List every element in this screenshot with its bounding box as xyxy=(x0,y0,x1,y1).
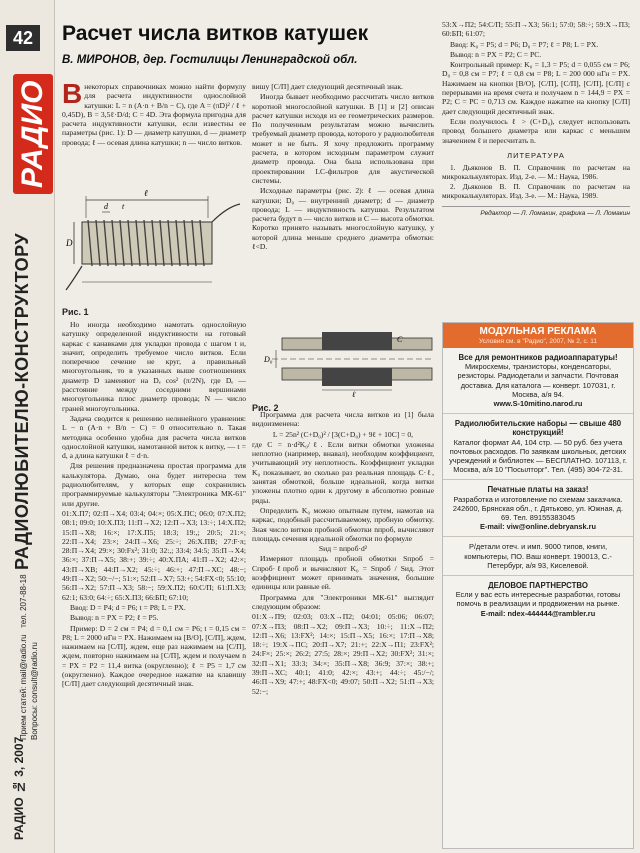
example: Контрольный пример: K₀ = 1,3 = P5; d = 0,055 см = P6; D₀ = 0,8 см = P7; ℓ = 0,8 см = P8; L = 200 000 нГн = PX. Нажимаем на кнопки [В/О], [С/П], [С/П], [С/П], [С/П] с перерывами на время счета и получаем n = 144,9 = PX = P2; С = PC = 0,713 см. Каждое нажатие на кнопку [С/П] дает следующий десятичный знак. xyxy=(442,60,630,116)
ad-contact-link[interactable]: E-mail: ndex-444444@rambler.ru xyxy=(480,608,596,618)
ad-contact-link[interactable]: www.S-10mitino.narod.ru xyxy=(493,399,583,409)
ad-body: Каталог формат А4, 104 стр. — 50 руб. без учета почтовых расходов. По заявкам школьных, детских учреждений и библиотек — БЕСПЛАТНО. 107113, г. Москва, а/я 10 "Посылторг". Тел. (495) 304-72-31. xyxy=(449,437,627,475)
intro-text: некоторых справочниках можно найти формулу для расчета индуктивности однослойной катушки: L = n (A·n + B/n − C), где A = (πD)² / ℓ + 0,45D), B = 3,5ℓ·D/d; C = 4D. Эта формула пригодна для расчета индуктивности катушки, если известны ее параметры (рис. 1): D — диаметр катушки, d — диаметр провода; ℓ — осевая длина катушки; n — число витков. xyxy=(62,82,246,147)
paragraph: где С = n·d²K₀/ℓ. Если витки обмотки уложены неплотно (например, внавал), необходим коэффициент, учитывающий эту неплотность. Коэффициент укладки K₀ показывает, во сколько раз реальная площадь С·ℓ, занятая обмоткой, больше идеальной, когда витки уложены плотно один к другому в абсолютно ровные ряды. xyxy=(252,439,434,505)
paragraph: вишу [С/П] дает следующий десятичный знак. xyxy=(252,82,403,91)
ad-body: Разработка и изготовление по схемам заказчика. 242600, Брянская обл., г. Дятьково, ул. Южная, д. 69. Тел. 89155383045 xyxy=(452,494,624,523)
magazine-sidebar xyxy=(0,0,55,853)
paragraph: Исходные параметры (рис. 2): ℓ — осевая длина катушки; D₀ — внутренний диаметр; d — диаметр провода; L — индуктивность катушки. Результатом расчета будут n — число витков и С — высота обмотки. Коротко принято называть многослойную катушку, у которой длина меньше среднего диаметра обмотки: ℓ<D. xyxy=(252,186,434,252)
article-title: Расчет числа витков катушек xyxy=(62,22,369,45)
program-listing: 53:Х→П2; 54:С/П; 55:П→Х3; 56:1; 57:0; 58:÷; 59:Х→П3; 60:БП; 61:07; xyxy=(442,20,630,39)
issue-label: РАДИО № 3, 2007 xyxy=(12,736,26,840)
ads-subheader: Условия см. в "Радио", 2007, № 2, с. 11 xyxy=(443,338,633,348)
literature-item: 2. Дьяконов В. П. Справочник по расчетам на микрокалькуляторах. Изд. 3-е. — М.: Наука, 1989. xyxy=(442,182,630,201)
ad-item xyxy=(443,414,633,480)
radio-logo: РАДИО xyxy=(13,74,53,194)
ad-body: Микросхемы, транзисторы, конденсаторы, резисторы. Радиодетали и запчасти. Почтовая доставка. Для каталога — конверт. 107031, г. Москва, а/я 94. xyxy=(457,362,619,399)
output-spec: Вывод: n = PX = P2; ℓ = P5. xyxy=(70,613,159,623)
column-2-body xyxy=(252,410,434,850)
ad-item xyxy=(443,480,633,537)
svg-text:t: t xyxy=(122,202,125,211)
literature-item: 1. Дьяконов В. П. Справочник по расчетам на микрокалькуляторах. Изд. 2-е. — М.: Наука, 1986. xyxy=(442,163,630,182)
figure-1 xyxy=(62,182,246,318)
example: Пример: D = 2 см = P4; d = 0,1 см = P6; t = 0,15 см = P8; L = 2000 нГн = PX. Нажимаем на [В/О], [С/П], ждем, нажимаем на [С/П], ждем, еще раз нажимаем на [С/П], ждем, повторно нажимаем на [С/П], ждем и получаем n = PX = P2 = 11,4 витка (округленно); ℓ = P5 = 1,7 см (округленно). Каждое очередное нажатие на клавишу [С/П] дает следующий десятичный знак. xyxy=(62,623,246,689)
paragraph: Иногда бывает необходимо рассчитать число витков коротной многослойной катушки. В [1] и [2] описан расчет катушки исходя из ее геометрических размеров. По полученным результатам можно вычислить требуемый диаметр провода, которого у радиолюбителя может и не быть. Я хочу предложить программу расчета, в котором исходным параметром служит диаметр провода. Она была использована при проектировании LC-фильтров для акустической системы. xyxy=(252,92,434,185)
svg-text:D₀: D₀ xyxy=(264,355,273,364)
credits: Редактор — Л. Ломакин, графика — Л. Ломакин xyxy=(442,206,630,218)
ad-item xyxy=(443,348,633,414)
literature-title: ЛИТЕРАТУРА xyxy=(507,150,565,160)
paragraph: Программа для "Электроники МК-61" выглядит следующим образом: xyxy=(252,592,434,611)
svg-text:ℓ: ℓ xyxy=(352,390,356,398)
svg-text:d: d xyxy=(104,202,108,211)
figure-2-caption: Рис. 2 xyxy=(252,403,279,413)
ad-item xyxy=(443,576,633,623)
ad-item xyxy=(443,537,633,576)
figure-1-caption: Рис. 1 xyxy=(62,307,89,317)
svg-text:C: C xyxy=(397,335,403,344)
ad-title: ДЕЛОВОЕ ПАРТНЕРСТВО xyxy=(488,581,588,591)
ad-body: Р/детали отеч. и имп. 9000 типов, книги, компьютеры, ПО. Ваш конверт. 190013, С.-Петербург, а/я 93, Киселевой. xyxy=(464,542,612,570)
ad-title: Все для ремонтников радиоаппаратуры! xyxy=(458,353,618,362)
input-spec: Ввод: K₀ = P5; d = P6; D₀ = P7; ℓ = P8; L = PX. xyxy=(450,39,599,49)
input-spec: Ввод: D = P4; d = P6; t = P8; L = PX. xyxy=(70,602,186,612)
section-title: РАДИОЛЮБИТЕЛЮ-КОНСТРУКТОРУ xyxy=(12,232,32,570)
column-3-top xyxy=(442,20,630,218)
paragraph: Но иногда необходимо намотать однослойную катушку определенной индуктивности на готовый каркас с канавками для укладки провода с шагом t и, значит, определить требуемое число витков. Если поперечное сечение не круг, а правильный многоугольник, то в указанных выше соотношениях диаметр D заменяют на Dₑ cos² (π/2N), где Dₑ — расстояние между соседними вершинами многоугольника плюс диаметр провода; N — число граней многоугольника. xyxy=(62,320,246,413)
dropcap: В xyxy=(62,78,83,109)
formula: Sид = nпроб·d² xyxy=(318,544,368,554)
coil-diagram-2 xyxy=(252,328,434,398)
ad-contact-link[interactable]: E-mail: viw@online.debryansk.ru xyxy=(479,522,597,532)
figure-2 xyxy=(252,328,434,413)
ads-block xyxy=(442,322,634,849)
paragraph: Программа для расчета числа витков из [1] была видоизменена: xyxy=(252,410,434,429)
paragraph: Задача сводится к решению нелинейного уравнения: L − n (A·n + B/n − C) = 0 относительно n. Такая методика особенно удобна для расчета числа витков однослойной катушки, намотанной виток к витку, — t = d, а длина катушки ℓ = d·n. xyxy=(62,413,246,461)
article-author: В. МИРОНОВ, дер. Гостилицы Ленинградской обл. xyxy=(62,54,358,66)
column-1-body xyxy=(62,320,246,850)
output-spec: Вывод: n = PX = P2; С = PC. xyxy=(450,49,542,59)
ad-title: Радиолюбительские наборы — свыше 480 конструкций! xyxy=(454,419,622,438)
ad-body: Если у вас есть интересные разработки, готовы помочь в реализации и продвижении на рынке. xyxy=(455,590,621,609)
paragraph: Определить K₀ можно опытным путем, намотав на каркас, подобный рассчитываемому, пробную обмотку. Зная число витков пробной обмотки nпроб, вычисляют площадь сечения идеальной обмотки по формуле xyxy=(252,505,434,543)
svg-text:ℓ: ℓ xyxy=(144,188,148,198)
ad-title: Печатные платы на заказ! xyxy=(487,485,589,495)
svg-text:D: D xyxy=(66,238,73,248)
program-listing: 01:Х→П9; 02:03; 03:Х→П2; 04:01; 05:06; 06:07; 07:Х→П3; 08:П→Х2; 09:П→Х3; 10:÷; 11:Х→П2; 12:П→Х6; 13:FX²; 14:×; 15:П→Х5; 16:×; 17:П→Х8; 18:÷; 19:Х→ПС; 20:П→Х7; 21:+; 22:Х→П1; 23:FX²; 24:F×; 25:×; 26:2; 27:5; 28:×; 29:П→Х2; 30:FX²; 31:×; 32:П→Х1; 33:3; 34:×; 35:П→Х8; 36:9; 37:×; 38:+; 39:П→ХС; 40:1; 41:0; 42:×; 43:+; 44:÷; 45:/−/; 46:П→Х9; 47:+; 48:FX<0; 49:07; 50:П→Х2; 51:П→Х3; 52:−; xyxy=(252,612,434,696)
paragraph: Для решения предназначена простая программа для калькулятора. Думаю, она будет интересна тем радиолюбителям, у которых еще сохранились программируемые калькуляторы "Электроника МК-61" или другие. xyxy=(62,461,246,508)
page-number: 42 xyxy=(6,25,40,51)
paragraph: Измеряют площадь пробной обмотки Sпроб = Cпроб·ℓпроб и вычисляют K₀ = Sпроб / Sид. Этот коэффициент может принимать значения, большие единицы или равные ей. xyxy=(252,554,434,592)
intro-paragraph xyxy=(62,78,246,147)
formula: L = 25n² (C+D₀)² / [3(C+D₀) + 9ℓ + 10C] = 0, xyxy=(272,429,414,439)
paragraph: Если получилось ℓ > (С+D₀), следует использовать провод большего диаметра или каркас с меньшим значением ℓ и пересчитать n. xyxy=(442,116,630,145)
ads-header: МОДУЛЬНАЯ РЕКЛАМА xyxy=(443,323,633,338)
contacts: Прием статей: mail@radio.ru тел. 207-88-18 Вопросы: consult@radio.ru xyxy=(19,574,39,740)
coil-diagram-1 xyxy=(62,182,246,302)
program-listing: 01:Х.П7; 02:П→Х4; 03:4; 04:×; 05:Х.ПС; 06:0; 07:Х.П2; 08:1; 09:0; 10:Х.П3; 11:П→Х2; 12:П→Х3; 13:÷; 14:Х.П2; 15:П→Х8; 16:×; 17:Х.П5; 18:3; 19:,; 20:5; 21:×; 22:П→Х4; 23:×; 24:П→Х6; 25:÷; 26:Х.ПВ; 27:F·π; 28:П→Х4; 29:×; 30:Fx²; 31:0; 32:,; 33:4; 34:5; 35:П→Х4; 36:×; 37:П→Х5; 38:+; 39:÷; 40:Х.ПА; 41:П→Х2; 42:×; 43:П→ХВ; 44:П→Х2; 45:÷; 46:+; 47:П→ХС; 48:−; 49:П→Х2; 50:−/−; 51:×; 52:П→Х7; 53:+; 54:FX<0; 55:10; 56:П→Х2; 57:П→Х3; 58:−; 59:Х.П2; 60:С/П; 61:П.Х3; 62:1; 63:0; 64:÷; 65:Х.П3; 66:БП; 67:10; xyxy=(62,508,246,602)
column-2-top xyxy=(252,82,434,252)
